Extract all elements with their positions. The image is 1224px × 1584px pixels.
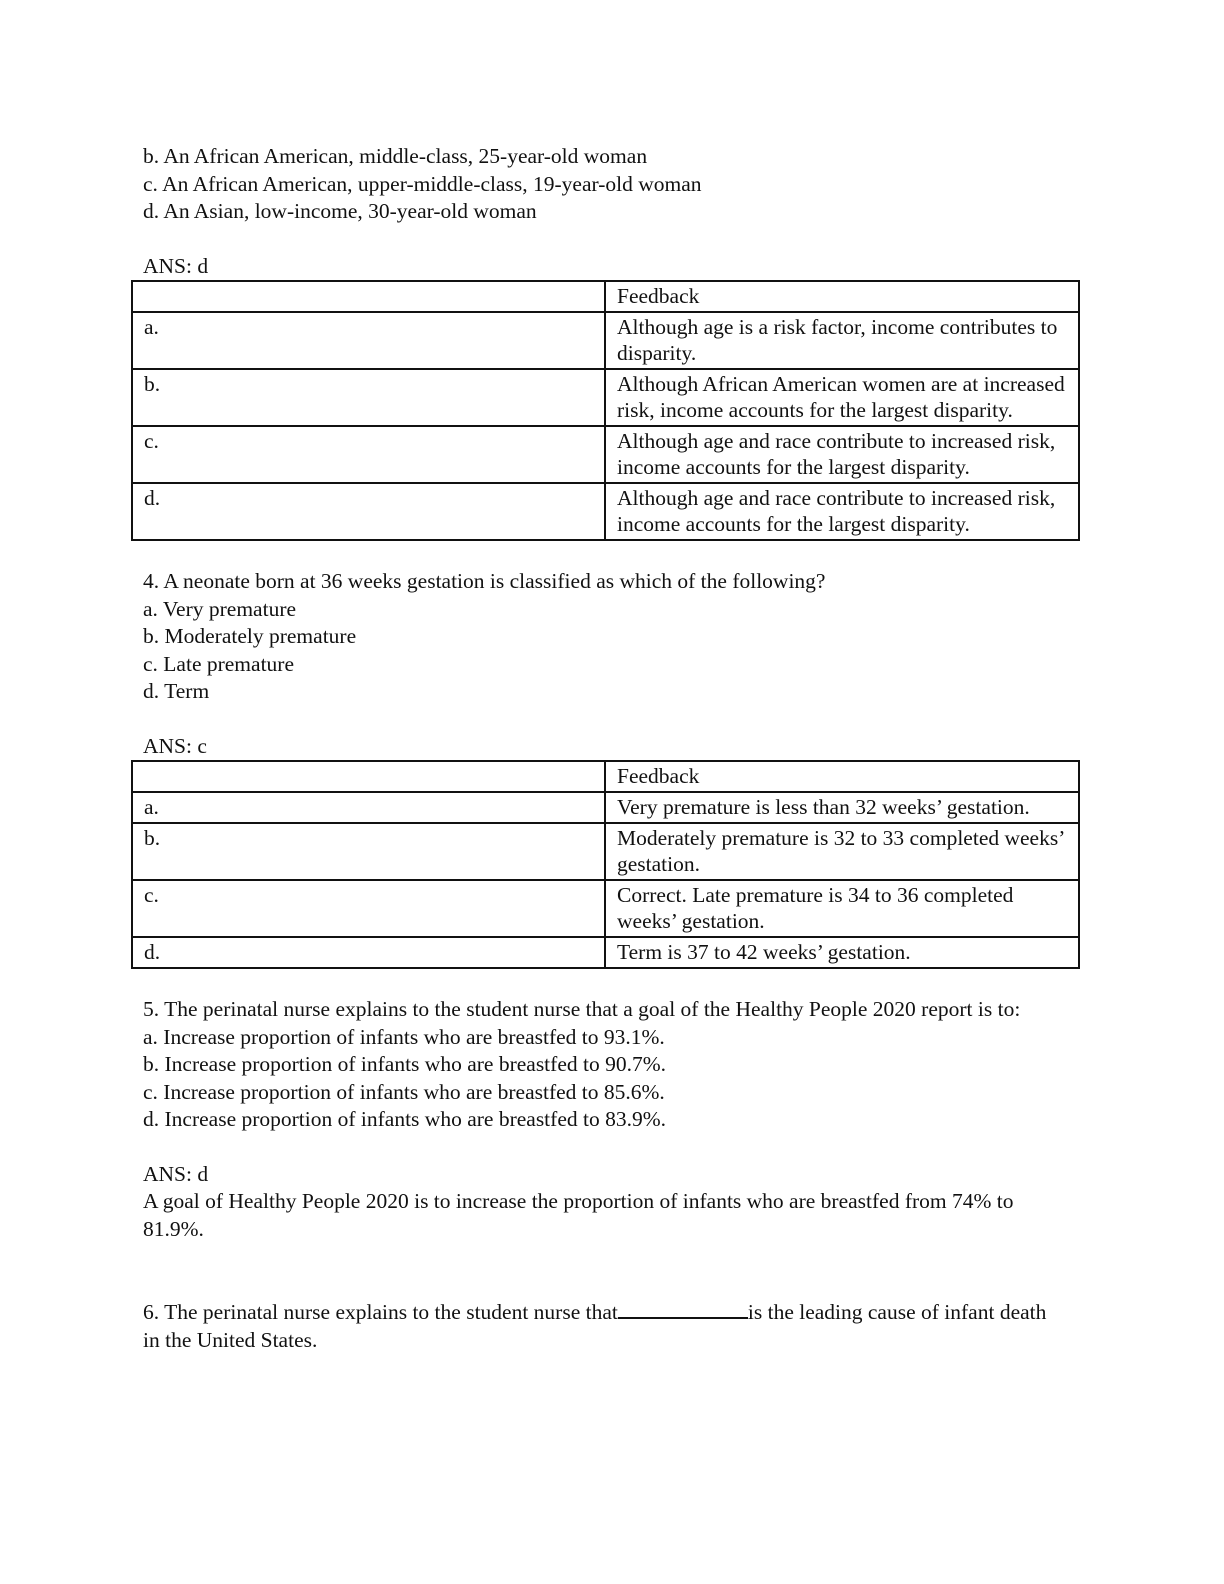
- q3-option-c: c. An African American, upper-middle-class, 19-year-old woman: [143, 171, 702, 196]
- q5-option-a: a. Increase proportion of infants who are breastfed to 93.1%.: [143, 1024, 665, 1049]
- table-row-feedback: Although age and race contribute to increased risk, income accounts for the largest disparity.: [605, 426, 1079, 483]
- table-header-row: [132, 761, 1079, 792]
- table-row: [132, 483, 1079, 540]
- table-row-feedback: Although age and race contribute to increased risk, income accounts for the largest disparity.: [605, 483, 1079, 540]
- table-row: [132, 369, 1079, 426]
- table-header-empty-cell: [132, 761, 605, 792]
- q4-option-a: a. Very premature: [143, 596, 297, 621]
- q4-answer: ANS: c: [143, 733, 207, 758]
- table-row: [132, 937, 1079, 968]
- table-row-feedback: Term is 37 to 42 weeks’ gestation.: [605, 937, 1079, 968]
- table-header-feedback: Feedback: [605, 761, 1079, 792]
- table-row-option: c.: [132, 426, 605, 483]
- q5-question: 5. The perinatal nurse explains to the student nurse that a goal of the Healthy People 2020 report is to:: [143, 997, 1021, 1021]
- q5-option-d: d. Increase proportion of infants who are breastfed to 83.9%.: [143, 1107, 666, 1131]
- q5-option-b: b. Increase proportion of infants who are breastfed to 90.7%.: [143, 1052, 666, 1076]
- q6-question-before: 6. The perinatal nurse explains to the student nurse that: [143, 1300, 618, 1324]
- q4-question: 4. A neonate born at 36 weeks gestation is classified as which of the following?: [143, 569, 826, 593]
- q4-option-b: b. Moderately premature: [143, 624, 357, 648]
- table-row: [132, 880, 1079, 937]
- q5-option-c: c. Increase proportion of infants who are breastfed to 85.6%.: [143, 1079, 665, 1104]
- table-row-option: a.: [132, 312, 605, 369]
- q3-option-d: d. An Asian, low-income, 30-year-old woman: [143, 199, 537, 223]
- table-row-option: b.: [132, 823, 605, 880]
- table-row-feedback: Correct. Late premature is 34 to 36 completed weeks’ gestation.: [605, 880, 1079, 937]
- table-row-option: d.: [132, 937, 605, 968]
- table-row-option: c.: [132, 880, 605, 937]
- table-header-empty-cell: [132, 281, 605, 312]
- q3-option-b: b. An African American, middle-class, 25-year-old woman: [143, 144, 648, 168]
- table-row-feedback: Although African American women are at increased risk, income accounts for the largest disparity.: [605, 369, 1079, 426]
- table-row: [132, 823, 1079, 880]
- table-row-option: b.: [132, 369, 605, 426]
- q3-answer: ANS: d: [143, 253, 209, 278]
- q6-question: [143, 1297, 1068, 1354]
- table-header-row: [132, 281, 1079, 312]
- table-row-feedback: Moderately premature is 32 to 33 completed weeks’ gestation.: [605, 823, 1079, 880]
- q4-option-c: c. Late premature: [143, 651, 295, 676]
- table-row-feedback: Although age is a risk factor, income contributes to disparity.: [605, 312, 1079, 369]
- fill-in-blank: [618, 1297, 748, 1319]
- table-row-option: d.: [132, 483, 605, 540]
- q5-answer: ANS: d: [143, 1161, 209, 1186]
- q4-option-d: d. Term: [143, 679, 210, 703]
- table-row: [132, 426, 1079, 483]
- table-header-feedback: Feedback: [605, 281, 1079, 312]
- q3-feedback-table: [131, 280, 1080, 541]
- q6-question-after: is the leading cause of infant death in the United States.: [143, 1300, 1047, 1352]
- document-page: [143, 143, 1083, 1354]
- table-row: [132, 312, 1079, 369]
- table-row: [132, 792, 1079, 823]
- q4-feedback-table: [131, 760, 1080, 969]
- q5-rationale: A goal of Healthy People 2020 is to increase the proportion of infants who are breastfed from 74% to 81.9%.: [143, 1189, 1014, 1241]
- table-row-feedback: Very premature is less than 32 weeks’ gestation.: [605, 792, 1079, 823]
- table-row-option: a.: [132, 792, 605, 823]
